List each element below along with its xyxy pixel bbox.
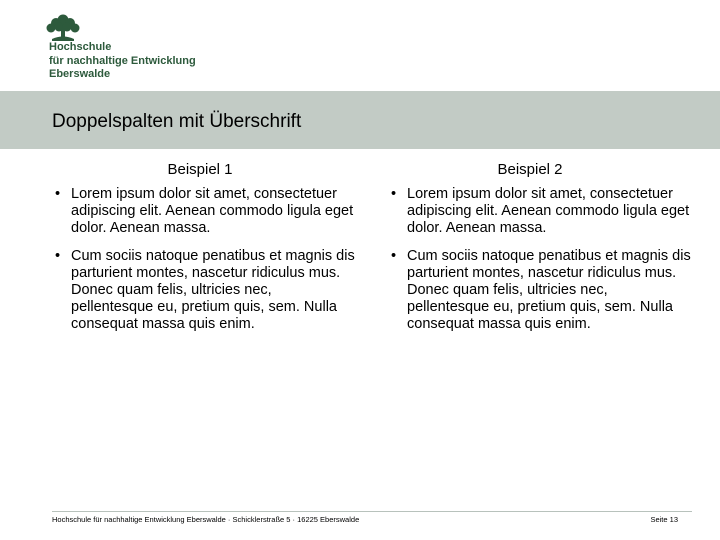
slide-title: Doppelspalten mit Überschrift bbox=[52, 111, 302, 132]
logo-line-1: Hochschule bbox=[49, 41, 112, 53]
list-item: • Cum sociis natoque penatibus et magnis dis parturient montes, nascetur ridiculus mus. Donec quam felis, ultricies nec, pellentesque eu, pretium quis, sem. Nulla consequat massa quis enim. bbox=[391, 248, 691, 332]
university-logo bbox=[44, 14, 244, 84]
tree-logo-icon bbox=[44, 14, 82, 42]
list-item: • Lorem ipsum dolor sit amet, consectetuer adipiscing elit. Aenean commodo ligula eget dolor. Aenean massa. bbox=[391, 186, 691, 236]
column-heading-left: Beispiel 1 bbox=[167, 161, 233, 178]
content-column-left bbox=[55, 186, 355, 344]
logo-line-2: für nachhaltige Entwicklung bbox=[49, 54, 196, 67]
list-item: • Lorem ipsum dolor sit amet, consectetuer adipiscing elit. Aenean commodo ligula eget dolor. Aenean massa. bbox=[55, 186, 355, 236]
title-bar bbox=[0, 91, 720, 149]
logo-wordmark bbox=[49, 41, 196, 82]
list-item: • Cum sociis natoque penatibus et magnis dis parturient montes, nascetur ridiculus mus. Donec quam felis, ultricies nec, pellentesque eu, pretium quis, sem. Nulla consequat massa quis enim. bbox=[55, 248, 355, 332]
footer-divider bbox=[52, 511, 692, 512]
column-heading-right: Beispiel 2 bbox=[497, 161, 563, 178]
footer-address: Hochschule für nachhaltige Entwicklung Eberswalde · Schicklerstraße 5 · 16225 Eberswalde bbox=[52, 515, 360, 524]
content-column-right bbox=[391, 186, 691, 344]
logo-line-3: Eberswalde bbox=[49, 68, 111, 80]
page-number: Seite 13 bbox=[650, 515, 678, 524]
bullet-list-right bbox=[391, 186, 691, 332]
bullet-list-left bbox=[55, 186, 355, 332]
